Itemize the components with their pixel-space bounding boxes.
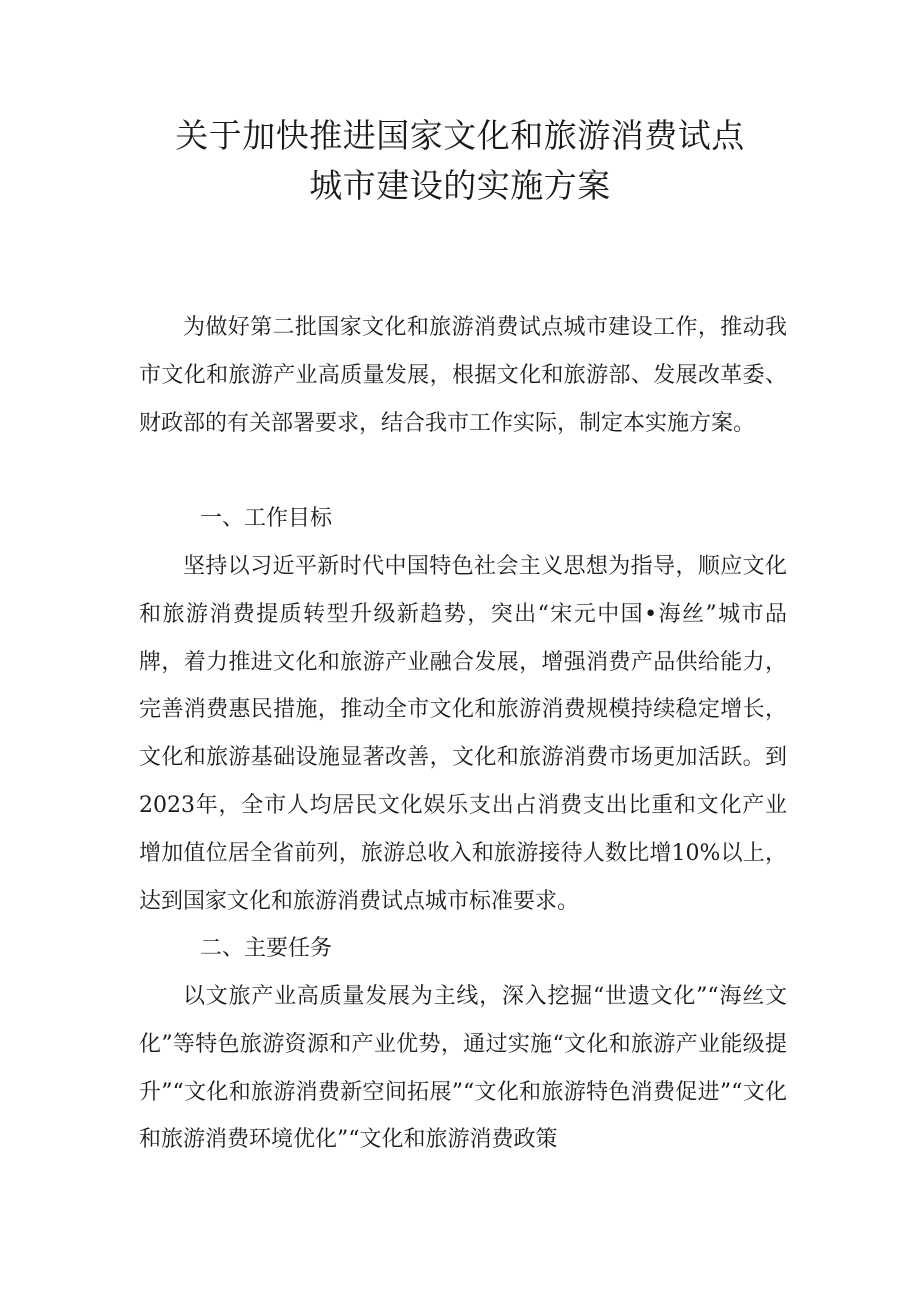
document-title-line-1: 关于加快推进国家文化和旅游消费试点 xyxy=(175,116,745,155)
section-heading-goals: 一、工作目标 xyxy=(200,506,333,531)
section-paragraph-goals: 坚持以习近平新时代中国特色社会主义思想为指导，顺应文化和旅游消费提质转型升级新趋势，突出“宋元中国•海丝”城市品牌，着力推进文化和旅游产业融合发展，增强消费产品供给能力，完善消费惠民措施，推动全市文化和旅游消费规模持续稳定增长，文化和旅游基础设施显著改善，文化和旅游消费市场更加活跃。到2023年，全市人均居民文化娱乐支出占消费支出比重和文化产业增加值位居全省前列，旅游总收入和旅游接待人数比增10%以上，达到国家文化和旅游消费试点城市标准要求。 xyxy=(139,554,787,914)
document-title-line-2: 城市建设的实施方案 xyxy=(309,166,611,205)
section-heading-tasks: 二、主要任务 xyxy=(200,936,333,961)
section-paragraph-tasks: 以文旅产业高质量发展为主线，深入挖掘“世遗文化”“海丝文化”等特色旅游资源和产业优势，通过实施“文化和旅游产业能级提升”“文化和旅游消费新空间拓展”“文化和旅游特色消费促进”“文化和旅游消费环境优化”“文化和旅游消费政策 xyxy=(139,984,788,1153)
intro-paragraph: 为做好第二批国家文化和旅游消费试点城市建设工作，推动我市文化和旅游产业高质量发展，根据文化和旅游部、发展改革委、财政部的有关部署要求，结合我市工作实际，制定本实施方案。 xyxy=(139,315,787,436)
